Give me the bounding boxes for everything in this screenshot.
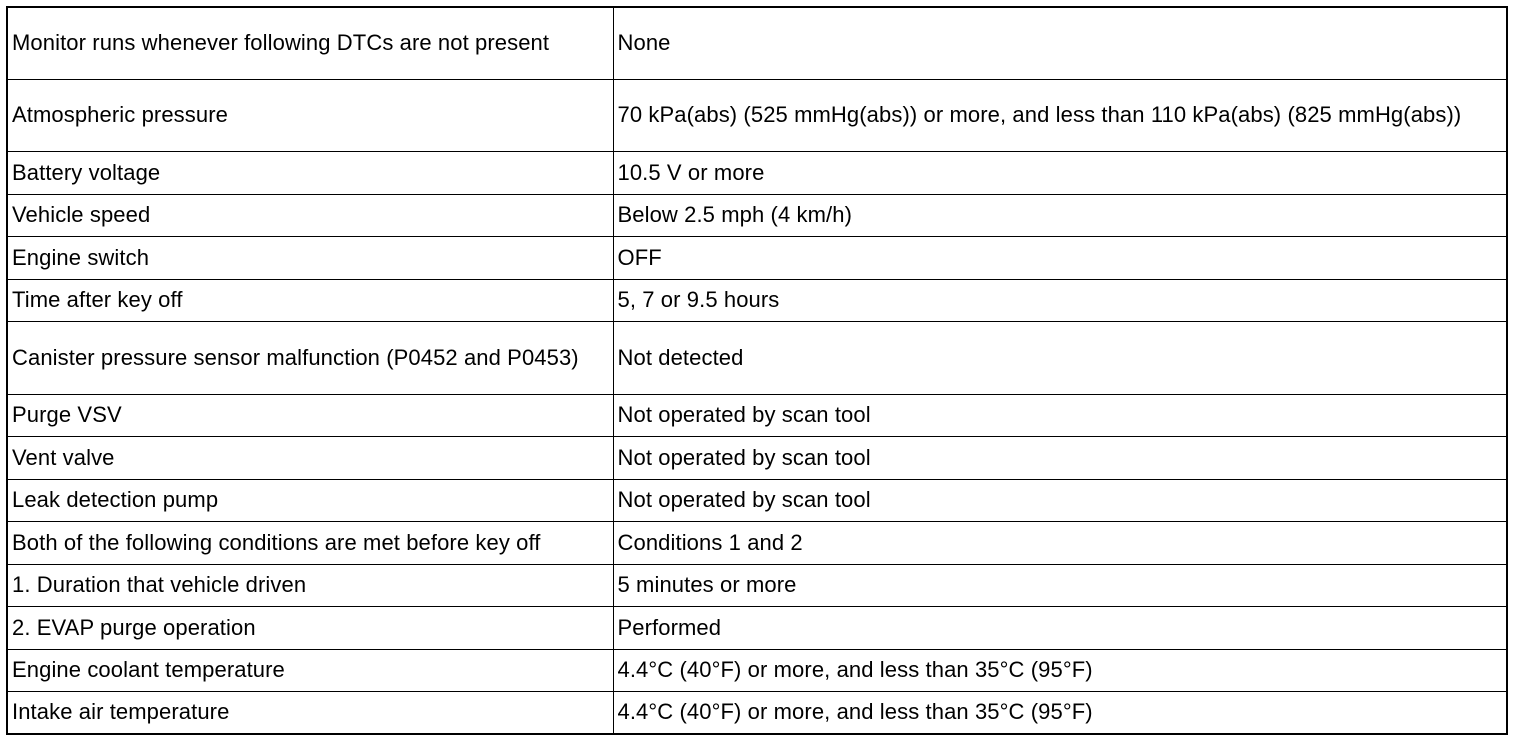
- table-row: [7, 321, 1507, 394]
- condition-cell: Both of the following conditions are met before key off: [7, 521, 613, 564]
- condition-cell: Intake air temperature: [7, 691, 613, 734]
- table-row: [7, 606, 1507, 649]
- condition-cell: Battery voltage: [7, 151, 613, 194]
- table-row: [7, 194, 1507, 236]
- value-cell: 5 minutes or more: [613, 564, 1507, 606]
- table-row: [7, 436, 1507, 479]
- value-cell: Conditions 1 and 2: [613, 521, 1507, 564]
- value-cell: Not operated by scan tool: [613, 479, 1507, 521]
- table-row: [7, 649, 1507, 691]
- condition-cell: 1. Duration that vehicle driven: [7, 564, 613, 606]
- condition-cell: Time after key off: [7, 279, 613, 321]
- table-row: [7, 564, 1507, 606]
- table-row: [7, 79, 1507, 151]
- condition-cell: Atmospheric pressure: [7, 79, 613, 151]
- value-cell: Below 2.5 mph (4 km/h): [613, 194, 1507, 236]
- value-cell: 4.4°C (40°F) or more, and less than 35°C (95°F): [613, 649, 1507, 691]
- value-cell: Not operated by scan tool: [613, 394, 1507, 436]
- value-cell: Performed: [613, 606, 1507, 649]
- value-cell: Not operated by scan tool: [613, 436, 1507, 479]
- value-cell: 10.5 V or more: [613, 151, 1507, 194]
- condition-cell: Engine coolant temperature: [7, 649, 613, 691]
- condition-cell: Leak detection pump: [7, 479, 613, 521]
- table-row: [7, 691, 1507, 734]
- table-row: [7, 521, 1507, 564]
- condition-cell: Canister pressure sensor malfunction (P0452 and P0453): [7, 321, 613, 394]
- value-cell: OFF: [613, 236, 1507, 279]
- value-cell: 5, 7 or 9.5 hours: [613, 279, 1507, 321]
- value-cell: 4.4°C (40°F) or more, and less than 35°C (95°F): [613, 691, 1507, 734]
- monitor-conditions-table: [6, 6, 1508, 735]
- condition-cell: Vent valve: [7, 436, 613, 479]
- condition-cell: Purge VSV: [7, 394, 613, 436]
- table-row: [7, 479, 1507, 521]
- condition-cell: 2. EVAP purge operation: [7, 606, 613, 649]
- value-cell: None: [613, 7, 1507, 79]
- table-row: [7, 279, 1507, 321]
- value-cell: 70 kPa(abs) (525 mmHg(abs)) or more, and less than 110 kPa(abs) (825 mmHg(abs)): [613, 79, 1507, 151]
- table-row: [7, 151, 1507, 194]
- condition-cell: Monitor runs whenever following DTCs are not present: [7, 7, 613, 79]
- table-row: [7, 394, 1507, 436]
- table-row: [7, 236, 1507, 279]
- condition-cell: Engine switch: [7, 236, 613, 279]
- table-row: [7, 7, 1507, 79]
- value-cell: Not detected: [613, 321, 1507, 394]
- condition-cell: Vehicle speed: [7, 194, 613, 236]
